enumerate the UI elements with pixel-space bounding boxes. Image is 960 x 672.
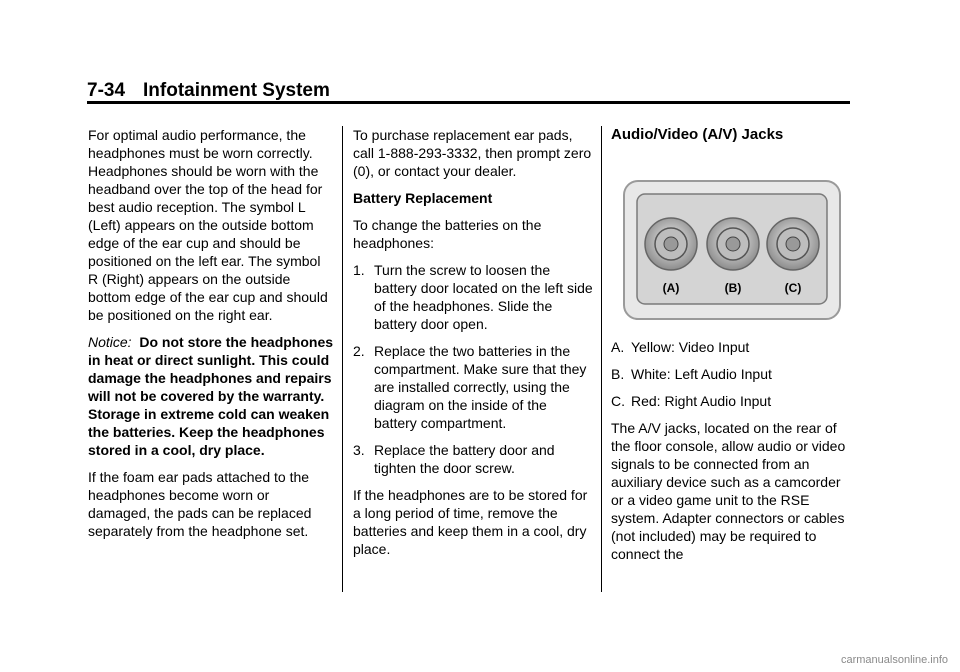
paragraph-headphone-fit: For optimal audio performance, the headphones must be worn correctly. Headphones should be worn with the headband over the top of the head for best audio reception. The symbol L (Left) appears on the outside bottom edge of the ear cup and should be positioned on the left ear. The symbol R (Right) appears on the outside bottom edge of the ear cup and should be positioned on the right ear. [88, 127, 328, 323]
paragraph-purchase-pads: To purchase replacement ear pads, call 1-888-293-3332, then prompt zero (0), or contact your dealer. [353, 127, 592, 179]
step-text: Replace the battery door and tighten the door screw. [374, 442, 555, 476]
notice-label: Notice: [88, 334, 132, 350]
column-divider-1 [342, 126, 343, 592]
legend-letter: C. [611, 393, 625, 409]
step-item [353, 342, 593, 432]
legend-text: White: Left Audio Input [631, 366, 772, 382]
av-jacks-figure [623, 180, 841, 320]
jack-label-c: (C) [784, 281, 802, 295]
jack-label-a: (A) [662, 281, 680, 295]
legend-item [611, 365, 851, 383]
step-number: 3. [353, 442, 365, 458]
column-2 [353, 126, 593, 567]
page-number: 7-34 [87, 80, 126, 101]
page-header [87, 80, 849, 102]
jack-b-icon [707, 218, 759, 270]
column-divider-2 [601, 126, 602, 592]
header-rule [87, 101, 850, 104]
legend-text: Red: Right Audio Input [631, 393, 772, 409]
column-1 [88, 126, 334, 549]
subheading-battery: Battery Replacement [353, 190, 493, 206]
section-heading-av-jacks: Audio/Video (A/V) Jacks [611, 126, 784, 143]
legend-letter: A. [611, 339, 625, 355]
step-item [353, 261, 593, 333]
watermark: carmanualsonline.info [840, 654, 948, 666]
paragraph-battery-intro: To change the batteries on the headphones: [353, 217, 542, 251]
jack-a-icon [645, 218, 697, 270]
step-number: 2. [353, 343, 365, 359]
paragraph-ear-pads: If the foam ear pads attached to the headphones become worn or damaged, the pads can be replaced separately from the headphone set. [88, 469, 312, 539]
legend-text: Yellow: Video Input [631, 339, 750, 355]
paragraph-storage: If the headphones are to be stored for a long period of time, remove the batteries and keep them in a cool, dry place. [353, 487, 588, 557]
column-3 [611, 126, 851, 572]
legend-letter: B. [611, 366, 625, 382]
jack-legend-list [611, 338, 851, 410]
step-number: 1. [353, 262, 365, 278]
notice-text: Do not store the headphones in heat or direct sunlight. This could damage the headphones and repairs will not be covered by the warranty. Storage in extreme cold can weaken the batteries. Keep the headphones stored in a cool, dry place. [88, 334, 334, 458]
notice-paragraph [88, 333, 334, 459]
jack-c-icon [767, 218, 819, 270]
paragraph-av-jacks: The A/V jacks, located on the rear of the floor console, allow audio or video signals to be connected from an auxiliary device such as a camcorder or a video game unit to the RSE system. Adapter connectors or cables (not included) may be required to connect the [611, 420, 846, 562]
section-title: Infotainment System [143, 80, 330, 101]
av-jacks-illustration [623, 180, 841, 320]
step-item [353, 441, 593, 477]
step-text: Turn the screw to loosen the battery door located on the left side of the headphones. Slide the battery door open. [374, 262, 593, 332]
step-text: Replace the two batteries in the compartment. Make sure that they are installed correctly, using the diagram on the inside of the battery compartment. [374, 343, 587, 431]
battery-steps [353, 261, 593, 477]
legend-item [611, 392, 851, 410]
jack-label-b: (B) [724, 281, 742, 295]
legend-item [611, 338, 851, 356]
